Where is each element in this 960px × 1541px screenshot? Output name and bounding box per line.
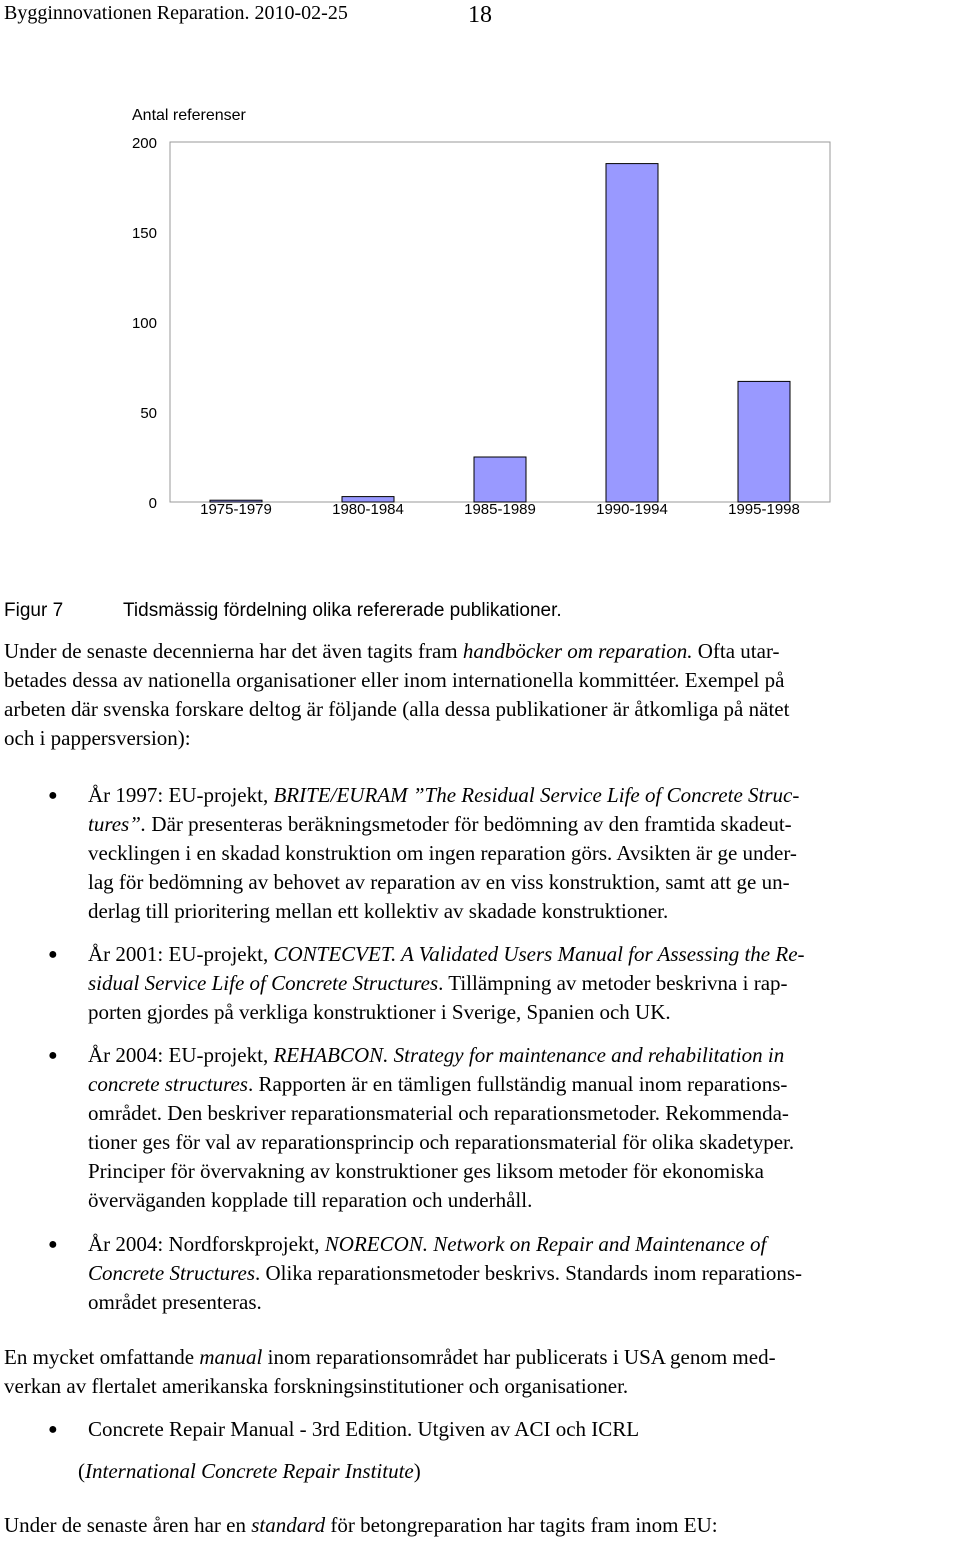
para3-text-b: standard xyxy=(251,1513,326,1537)
item1-l2b: Där presenteras beräkningsmetoder för bedömning av den framtida skadeut- xyxy=(146,812,792,836)
para2-text-a: En mycket omfattande xyxy=(4,1345,200,1369)
x-tick-label: 1985-1989 xyxy=(464,501,536,518)
item4-l1b: NORECON. Network on Repair and Maintenance of xyxy=(324,1232,767,1256)
item3-l2a: concrete structures xyxy=(88,1072,248,1096)
bullet-icon: ● xyxy=(48,946,58,963)
para1-line3: arbeten där svenska forskare deltog är följande (alla dessa publikationer är åtkomliga på nätet xyxy=(4,697,790,721)
item3-l6: överväganden kopplade till reparation och underhåll. xyxy=(88,1188,533,1212)
item4-l2b: . Olika reparationsmetoder beskrivs. Standards inom reparations- xyxy=(255,1261,803,1285)
x-tick-label: 1995-1998 xyxy=(728,501,800,518)
bar xyxy=(738,381,790,502)
list-item xyxy=(88,1041,950,1215)
x-tick-label: 1975-1979 xyxy=(200,501,272,518)
item4-l1a: År 2004: Nordforskprojekt, xyxy=(88,1232,325,1256)
paragraph-handbooks xyxy=(4,637,956,753)
bullet-icon: ● xyxy=(48,787,58,804)
item5-line2 xyxy=(78,1457,421,1486)
page-number: 18 xyxy=(468,2,492,28)
paragraph-usa-manual xyxy=(4,1343,956,1401)
bar xyxy=(474,457,526,502)
para1-line2: betades dessa av nationella organisationer eller inom internationella kommittéer. xyxy=(4,668,680,692)
y-tick-label: 200 xyxy=(131,135,157,152)
item5-l2a: ( xyxy=(78,1459,85,1483)
bar-chart xyxy=(0,95,960,535)
item3-l1a: År 2004: EU-projekt, xyxy=(88,1043,274,1067)
para1-text-a: Under de senaste decennierna har det även tagits fram xyxy=(4,639,463,663)
bar xyxy=(606,164,658,502)
bullet-icon: ● xyxy=(48,1421,58,1438)
item2-l1a: År 2001: EU-projekt, xyxy=(88,942,274,966)
item2-l2b: . Tillämpning av metoder beskrivna i rap- xyxy=(438,971,788,995)
item4-l2a: Concrete Structures xyxy=(88,1261,255,1285)
bullet-icon: ● xyxy=(48,1047,58,1064)
item1-l2a: tures”. xyxy=(88,812,147,836)
para1-text-b: handböcker om reparation. xyxy=(462,639,693,663)
item2-l2a: sidual Service Life of Concrete Structures xyxy=(88,971,439,995)
list-item xyxy=(88,940,950,1027)
item3-l4: tioner ges för val av reparationsprincip och reparationsmaterial för olika skadetyper. xyxy=(88,1130,795,1154)
item4-l3: området presenteras. xyxy=(88,1290,262,1314)
chart-ylabel: Antal referenser xyxy=(132,107,246,124)
item5-l2b: International Concrete Repair Institute xyxy=(85,1459,414,1483)
item1-l4: lag för bedömning av behovet av reparation av en viss konstruktion, samt att ge un- xyxy=(88,870,790,894)
item3-l2b: . Rapporten är en tämligen fullständig manual inom reparations- xyxy=(247,1072,788,1096)
item5-l2c: ) xyxy=(413,1459,421,1483)
para2-text-b: manual xyxy=(199,1345,263,1369)
y-tick-label: 150 xyxy=(131,225,157,242)
para2-text-c: inom reparationsområdet har publicerats i USA genom med- xyxy=(262,1345,776,1369)
y-tick-label: 50 xyxy=(140,405,157,422)
x-axis-ticks xyxy=(200,501,800,518)
item3-l5: Principer för övervakning av konstruktioner ges liksom metoder för ekonomiska xyxy=(88,1159,764,1183)
item2-l3: porten gjordes på verkliga konstruktioner i Sverige, Spanien och UK. xyxy=(88,1000,671,1024)
item2-l1b: CONTECVET. A Validated Users Manual for Assessing the Re- xyxy=(273,942,805,966)
y-axis-ticks xyxy=(132,135,157,512)
list-item xyxy=(88,781,950,926)
item3-l1b: REHABCON. Strategy for maintenance and rehabilitation in xyxy=(273,1043,785,1067)
item1-l1b: BRITE/EURAM ”The Residual Service Life of Concrete Struc- xyxy=(273,783,800,807)
x-tick-label: 1990-1994 xyxy=(596,501,668,518)
item1-l3: vecklingen i en skadad konstruktion om ingen reparation görs. Avsikten är ge under- xyxy=(88,841,797,865)
para3-text-a: Under de senaste åren har en xyxy=(4,1513,252,1537)
bullet-icon: ● xyxy=(48,1236,58,1253)
para1-text-c: Ofta utar- xyxy=(692,639,780,663)
para2-line2: verkan av flertalet amerikanska forskningsinstitutioner och organisationer. xyxy=(4,1374,629,1398)
list-item xyxy=(88,1230,950,1317)
item3-l3: området. Den beskriver reparationsmaterial och reparationsmetoder. Rekommenda- xyxy=(88,1101,789,1125)
y-tick-label: 100 xyxy=(131,315,157,332)
item1-l5: derlag till prioritering mellan ett kollektiv av skadade konstruktioner. xyxy=(88,899,669,923)
figure-caption: Tidsmässig fördelning olika refererade publikationer. xyxy=(123,600,562,621)
running-head: Bygginnovationen Reparation. 2010-02-25 xyxy=(4,2,348,24)
item1-l1a: År 1997: EU-projekt, xyxy=(88,783,274,807)
paragraph-eu-standard xyxy=(4,1511,956,1540)
para3-text-c: för betongreparation har tagits fram inom EU: xyxy=(325,1513,718,1537)
para1-line4: och i pappersversion): xyxy=(4,726,191,750)
item5-l1: Concrete Repair Manual - 3rd Edition. Utgiven av ACI och ICRL xyxy=(88,1417,640,1441)
list-item xyxy=(88,1415,950,1444)
y-tick-label: 0 xyxy=(148,495,157,512)
figure-label: Figur 7 xyxy=(4,600,64,621)
para1-line2b: Exempel på xyxy=(679,668,785,692)
plot-area xyxy=(170,142,830,502)
x-tick-label: 1980-1984 xyxy=(332,501,404,518)
